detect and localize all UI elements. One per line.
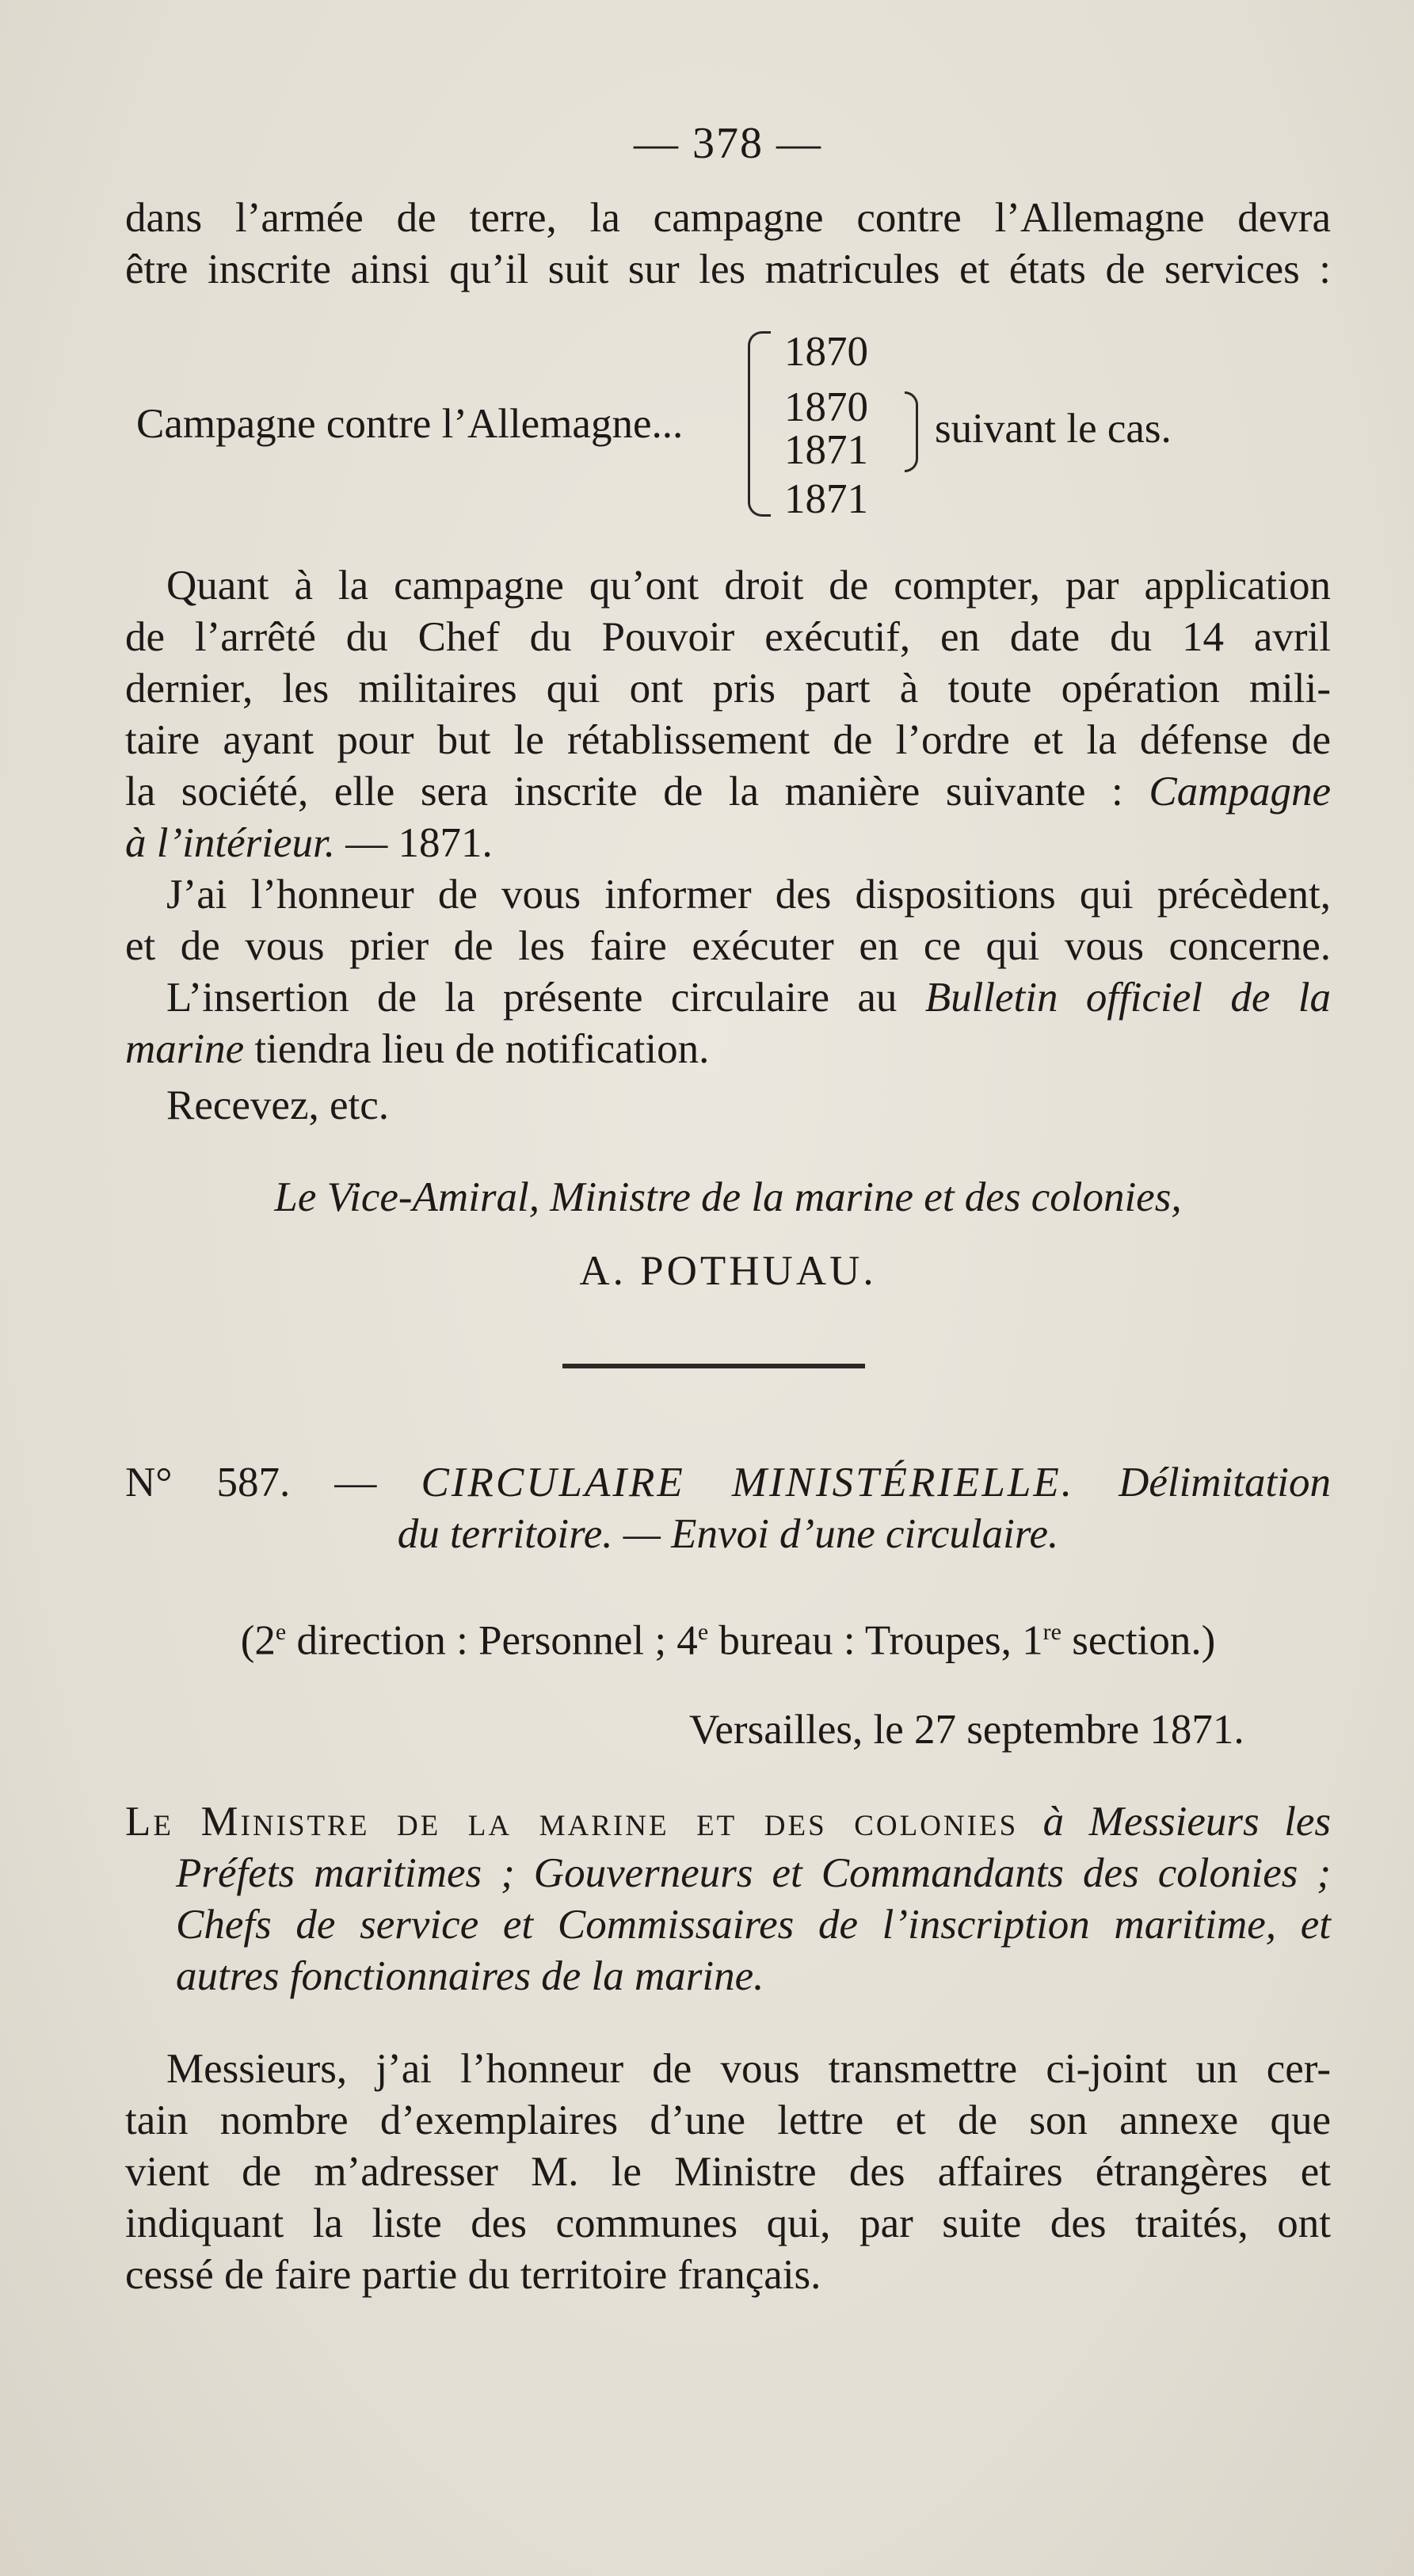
signature-name: A. POTHUAU. xyxy=(579,1248,877,1294)
paragraph-italic-text: à l’intérieur. xyxy=(125,820,335,866)
circular-heading xyxy=(125,1456,1331,1509)
paragraph-line: et de vous prier de les faire exécuter en ce qui vous concerne. xyxy=(125,923,1331,969)
address-sender: Le Ministre de la marine et des colonies xyxy=(125,1799,1019,1845)
paragraph-line: Quant à la campagne qu’ont droit de compter, par application xyxy=(166,563,1331,609)
direction-text: (2 xyxy=(240,1617,276,1664)
paragraph-line: J’ai l’honneur de vous informer des dispositions qui précèdent, xyxy=(166,872,1331,918)
circular-type: CIRCULAIRE MINISTÉRIELLE. xyxy=(421,1460,1074,1506)
paragraph-italic-text: Campagne xyxy=(1149,769,1331,815)
page-number: — 378 — xyxy=(634,119,822,168)
paragraph-line xyxy=(125,1023,1331,1075)
circular-direction xyxy=(125,1606,1331,1667)
paragraph-line xyxy=(125,765,1331,818)
year-inner-top: 1870 xyxy=(784,384,868,430)
address-line xyxy=(125,1796,1331,1848)
paragraph-italic-text: Bulletin officiel de la xyxy=(924,975,1331,1021)
paragraph-text: — 1871. xyxy=(345,820,493,866)
circular-number: N° 587. — xyxy=(125,1460,377,1506)
address-line: autres fonctionnaires de la marine. xyxy=(176,1953,764,1999)
intro-line: dans l’armée de terre, la campagne contre l’Allemagne devra xyxy=(125,195,1331,241)
paragraph-line xyxy=(125,817,1331,869)
inner-brace xyxy=(905,391,918,472)
place-date: Versailles, le 27 septembre 1871. xyxy=(689,1707,1244,1753)
address-line: Chefs de service et Commissaires de l’inscription maritime, et xyxy=(176,1902,1331,1948)
body-line: indiquant la liste des communes qui, par suite des traités, ont xyxy=(125,2200,1331,2246)
year-outer-top: 1870 xyxy=(784,329,868,375)
intro-line: être inscrite ainsi qu’il suit sur les matricules et états de services : xyxy=(125,246,1331,292)
address-line: Préfets maritimes ; Gouverneurs et Commandants des colonies ; xyxy=(176,1850,1331,1896)
paragraph-line: dernier, les militaires qui ont pris part à toute opération mili- xyxy=(125,666,1331,712)
circular-subject-line: du territoire. — Envoi d’une circulaire. xyxy=(397,1511,1059,1557)
paragraph-text: L’insertion de la présente circulaire au xyxy=(166,975,898,1021)
section-divider xyxy=(562,1364,865,1368)
paragraph-italic-text: marine xyxy=(125,1026,245,1072)
address-recipient: à Messieurs les xyxy=(1042,1799,1331,1845)
body-line: cessé de faire partie du territoire français. xyxy=(125,2252,821,2298)
paragraph-line xyxy=(166,971,1331,1024)
paragraph-line: taire ayant pour but le rétablissement de l’ordre et la défense de xyxy=(125,717,1331,763)
direction-text: section.) xyxy=(1061,1617,1216,1664)
year-outer-bottom: 1871 xyxy=(784,476,868,522)
body-line: Messieurs, j’ai l’honneur de vous transmettre ci-joint un cer- xyxy=(166,2046,1331,2092)
direction-sup: e xyxy=(697,1619,709,1645)
paragraph-line: de l’arrêté du Chef du Pouvoir exécutif, en date du 14 avril xyxy=(125,614,1331,660)
body-line: vient de m’adresser M. le Ministre des affaires étrangères et xyxy=(125,2149,1331,2195)
paragraph-text: la société, elle sera inscrite de la manière suivante : xyxy=(125,769,1123,815)
paragraph-text: tiendra lieu de notification. xyxy=(254,1026,710,1072)
signature-title: Le Vice-Amiral, Ministre de la marine et des colonies, xyxy=(274,1174,1182,1220)
circular-subject: Délimitation xyxy=(1119,1460,1331,1506)
campaign-label: Campagne contre l’Allemagne... xyxy=(136,401,684,447)
outer-brace xyxy=(748,331,771,517)
direction-text: direction : Personnel ; 4 xyxy=(286,1617,698,1664)
body-line: tain nombre d’exemplaires d’une lettre et de son annexe que xyxy=(125,2097,1331,2143)
direction-text: bureau : Troupes, 1 xyxy=(708,1617,1043,1664)
campaign-note: suivant le cas. xyxy=(935,406,1172,452)
direction-sup: e xyxy=(275,1619,287,1645)
direction-sup: re xyxy=(1042,1619,1061,1645)
closing-formula: Recevez, etc. xyxy=(166,1082,389,1128)
year-inner-bottom: 1871 xyxy=(784,427,868,473)
